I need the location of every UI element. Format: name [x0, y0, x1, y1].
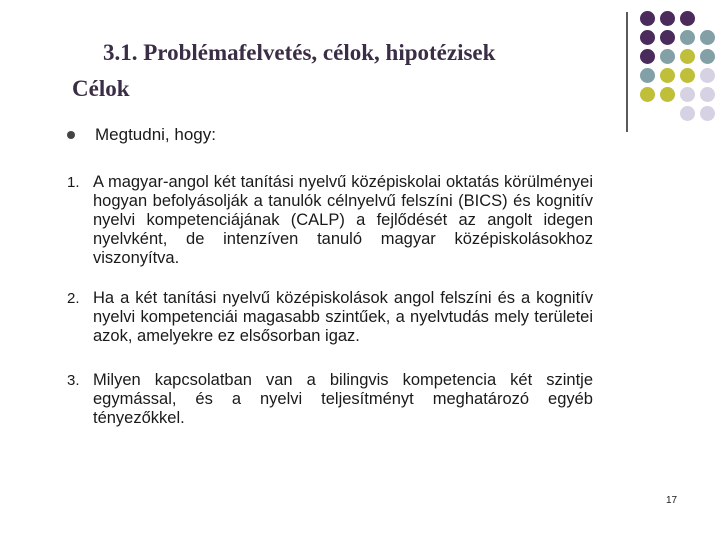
decor-dot: [680, 106, 695, 121]
page-number: 17: [666, 495, 678, 506]
decor-dot: [660, 49, 675, 64]
decor-dot: [700, 106, 715, 121]
decor-dot: [700, 68, 715, 83]
decor-dot: [640, 87, 655, 102]
decor-dot: [640, 49, 655, 64]
list-item-text: Milyen kapcsolatban van a bilingvis kompetencia két szintje egymással, és a nyelvi teljesítményt meghatározó egyéb tényezőkkel.: [93, 371, 593, 427]
decor-dot: [640, 11, 655, 26]
list-item: [67, 173, 593, 268]
decor-dot: [660, 30, 675, 45]
bullet-icon: [67, 131, 75, 139]
slide-title: 3.1. Problémafelvetés, célok, hipotézisek: [103, 40, 496, 65]
decor-dot: [660, 11, 675, 26]
decor-dot: [640, 30, 655, 45]
decor-dot: [680, 49, 695, 64]
list-item-text: Ha a két tanítási nyelvű középiskolások angol felszíni és a kognitív nyelvi kompetenciái magasabb szintűek, a nyelvtudás mely területei azok, amelyekre ez elsősorban igaz.: [93, 289, 593, 345]
list-item-number: 1.: [67, 174, 80, 191]
decor-dot: [680, 68, 695, 83]
divider-line: [626, 12, 628, 132]
decor-dot: [660, 68, 675, 83]
decor-dot: [700, 30, 715, 45]
decor-dot: [700, 49, 715, 64]
list-item-text: A magyar-angol két tanítási nyelvű középiskolai oktatás körülményei hogyan befolyásolják a tanulók célnyelvű felszíni (BICS) és kognitív nyelvi kompetenciájának (CALP) a fejlődését az angolt idegen nyelvként, de intenzíven tanuló magyar középiskolásokhoz viszonyítva.: [93, 173, 593, 267]
list-item-number: 3.: [67, 372, 80, 389]
list-item-number: 2.: [67, 290, 80, 307]
decor-dot: [660, 87, 675, 102]
decor-dot: [700, 87, 715, 102]
slide-subtitle: Célok: [72, 76, 130, 101]
list-item: [67, 289, 593, 346]
decor-dot: [680, 30, 695, 45]
decor-dot: [680, 87, 695, 102]
bullet-text: Megtudni, hogy:: [95, 125, 216, 144]
decor-dot: [640, 68, 655, 83]
decor-dot: [680, 11, 695, 26]
list-item: [67, 371, 593, 428]
